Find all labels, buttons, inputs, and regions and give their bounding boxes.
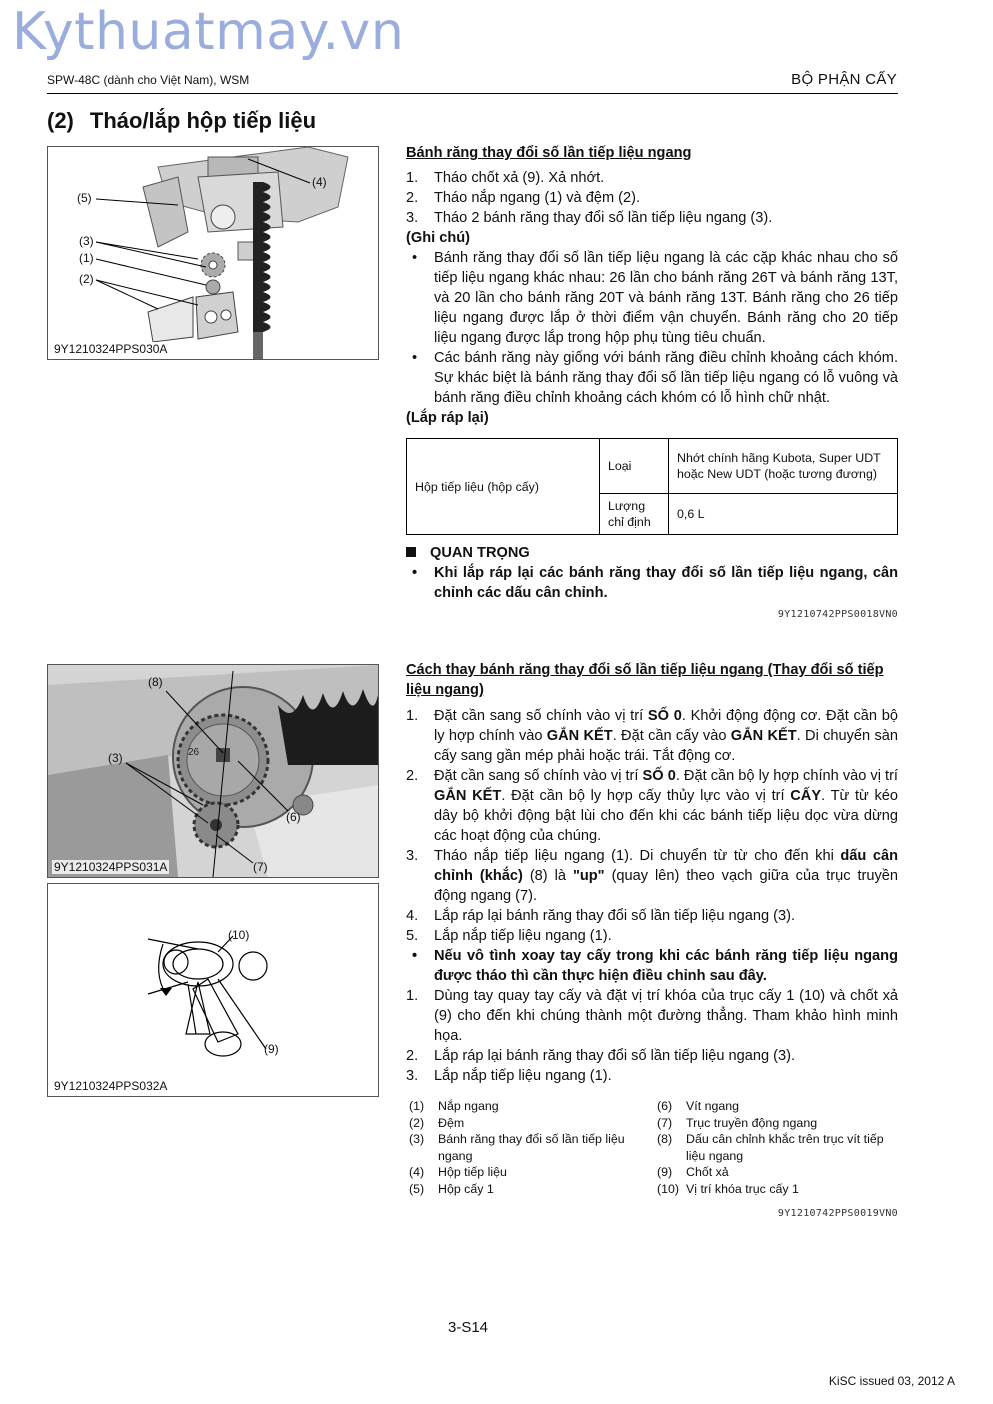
figure-id: 9Y1210324PPS030A bbox=[54, 342, 168, 356]
doc-code: 9Y1210742PPS0018VN0 bbox=[777, 609, 898, 620]
legend-item: (4) Hộp tiếp liệu bbox=[409, 1165, 507, 1180]
list-item: 4. Lắp ráp lại bánh răng thay đổi số lần tiếp liệu ngang (3). bbox=[406, 908, 796, 924]
lock-position-illustration bbox=[48, 884, 378, 1096]
legend-item: (9) Chốt xả bbox=[657, 1165, 729, 1180]
list-item: 1. Tháo chốt xả (9). Xả nhớt. bbox=[406, 170, 605, 186]
list-item: • Các bánh răng này giống với bánh răng điều chỉnh khoảng cách khóm. Sự khác biệt là bánh răng thay đổi số lần tiếp liệu ngang có lỗ vuông và bánh răng điều chỉnh khoảng cách khóm có lỗ hình chữ nhật. bbox=[412, 350, 898, 406]
table-cell: 0,6 L bbox=[669, 494, 898, 535]
list-item: • Khi lắp ráp lại các bánh răng thay đổi số lần tiếp liệu ngang, cân chỉnh các dấu cân chỉnh. bbox=[412, 565, 898, 601]
legend-item: (1) Nắp ngang bbox=[409, 1099, 499, 1113]
parts-legend bbox=[406, 1098, 898, 1198]
callout-1: (1) bbox=[79, 251, 94, 265]
legend-right bbox=[654, 1098, 898, 1198]
legend-item: (8) Dấu cân chỉnh khắc trên trục vít tiếp liệu ngang bbox=[657, 1132, 884, 1163]
warning-list bbox=[406, 946, 898, 986]
section-number: (2) bbox=[47, 108, 74, 133]
section-title bbox=[47, 108, 316, 134]
callout-2: (2) bbox=[79, 272, 94, 286]
header-rule bbox=[47, 93, 898, 94]
table-cell: Hộp tiếp liệu (hộp cấy) bbox=[407, 439, 600, 535]
list-item: 2. Lắp ráp lại bánh răng thay đổi số lần tiếp liệu ngang (3). bbox=[406, 1048, 796, 1064]
list-item: 3. Tháo nắp tiếp liệu ngang (1). Di chuyển từ từ cho đến khi dấu cân chỉnh (khắc) (8) là "up" (quay lên) theo vạch giữa của trục truyền động ngang (7). bbox=[406, 848, 899, 904]
issue-note: KiSC issued 03, 2012 A bbox=[828, 1374, 955, 1388]
legend-item: (2) Đệm bbox=[409, 1115, 465, 1130]
callout-9: (9) bbox=[264, 1042, 279, 1056]
list-item: 2. Đặt cần sang số chính vào vị trí SỐ 0. Đặt cần bộ ly hợp chính vào vị trí GẮN KẾT. Đặt cần bộ ly hợp cấy thủy lực vào vị trí CẤY. Từ từ kéo dây bộ khởi động bật lùi cho đến khi các bánh tiếp liệu dọc vừa dừng các hoạt động của chúng. bbox=[406, 768, 899, 844]
figure-lock-position bbox=[47, 883, 379, 1097]
reassembly-heading: (Lắp ráp lại) bbox=[406, 410, 489, 426]
callout-10: (10) bbox=[228, 928, 250, 942]
legend-left bbox=[406, 1098, 654, 1198]
header-manual-title: SPW-48C (dành cho Việt Nam), WSM bbox=[47, 73, 250, 87]
table-cell: Nhớt chính hãng Kubota, Super UDT hoặc New UDT (hoặc tương đương) bbox=[669, 439, 898, 494]
important-heading: QUAN TRỌNG bbox=[406, 543, 898, 563]
subsection-heading: Bánh răng thay đổi số lần tiếp liệu ngang bbox=[406, 145, 692, 161]
gear-26-mark: 26 bbox=[188, 747, 200, 758]
legend-item: (10) Vị trí khóa trục cấy 1 bbox=[657, 1181, 799, 1196]
figure-id: 9Y1210324PPS031A bbox=[54, 860, 168, 874]
doc-code: 9Y1210742PPS0019VN0 bbox=[777, 1207, 898, 1219]
callout-7: (7) bbox=[253, 860, 268, 874]
callout-3: (3) bbox=[108, 751, 123, 765]
callout-4: (4) bbox=[312, 175, 327, 189]
subsection-heading: Cách thay bánh răng thay đổi số lần tiếp liệu ngang (Thay đổi số tiếp liệu ngang) bbox=[406, 662, 884, 698]
legend-item: (6) Vít ngang bbox=[657, 1099, 740, 1113]
callout-3: (3) bbox=[79, 234, 94, 248]
watermark: Kythuatmay.vn bbox=[12, 2, 405, 62]
callout-5: (5) bbox=[77, 191, 92, 205]
important-list bbox=[406, 563, 898, 603]
feed-case-illustration bbox=[48, 147, 378, 359]
section-title-text: Tháo/lắp hộp tiếp liệu bbox=[89, 108, 317, 133]
square-bullet-icon bbox=[406, 547, 416, 557]
callout-8: (8) bbox=[148, 675, 163, 689]
list-item: 1. Đặt cần sang số chính vào vị trí SỐ 0. Khởi động động cơ. Đặt cần bộ ly hợp chính vào GẮN KẾT. Đặt cần cấy vào GẮN KẾT. Di chuyển sàn cấy sang gần mép phải hoặc trái. Tắt động cơ. bbox=[406, 708, 899, 764]
note-list bbox=[406, 248, 898, 408]
feed-change-section bbox=[406, 660, 898, 1224]
list-item: 5. Lắp nắp tiếp liệu ngang (1). bbox=[406, 928, 612, 944]
change-steps bbox=[406, 706, 898, 946]
callout-6: (6) bbox=[286, 810, 301, 824]
oil-spec-table bbox=[406, 438, 898, 535]
legend-item: (5) Hộp cấy 1 bbox=[409, 1181, 494, 1196]
removal-steps bbox=[406, 168, 898, 228]
legend-item: (7) Trục truyền động ngang bbox=[657, 1115, 818, 1130]
figure-gear-photo bbox=[47, 664, 379, 878]
legend-item: (3) Bánh răng thay đổi số lần tiếp liệu ngang bbox=[409, 1132, 625, 1163]
list-item: 1. Dùng tay quay tay cấy và đặt vị trí khóa của trục cấy 1 (10) và chốt xả (9) cho đến khi chúng thành một đường thẳng. Tham khảo hình minh họa. bbox=[406, 988, 898, 1044]
figure-feed-case-exploded bbox=[47, 146, 379, 360]
list-item: 2. Tháo nắp ngang (1) và đệm (2). bbox=[406, 190, 641, 206]
header-chapter-title: BỘ PHẬN CẤY bbox=[791, 71, 897, 88]
list-item: • Nếu vô tình xoay tay cấy trong khi các bánh răng tiếp liệu ngang được tháo thì cần thực hiện điều chỉnh sau đây. bbox=[412, 948, 898, 984]
figure-id: 9Y1210324PPS032A bbox=[54, 1079, 168, 1093]
note-heading: (Ghi chú) bbox=[406, 230, 471, 246]
list-item: • Bánh răng thay đổi số lần tiếp liệu ngang là các cặp khác nhau cho số tiếp liệu ngang khác nhau: 26 lần cho bánh răng 26T và bánh răng 13T, và 20 lần cho bánh răng 20T và bánh răng 13T. Bánh răng cho 26 tiếp liệu ngang được lắp ở thời điểm vận chuyển. Bánh răng cho 20 tiếp liệu ngang được lắp trong hộp phụ tùng tiêu chuẩn. bbox=[412, 250, 898, 346]
table-cell: Lượng chỉ định bbox=[600, 494, 669, 535]
gear-photo-illustration bbox=[48, 665, 378, 877]
list-item: 3. Tháo 2 bánh răng thay đổi số lần tiếp liệu ngang (3). bbox=[406, 210, 773, 226]
adjust-steps bbox=[406, 986, 898, 1086]
table-cell: Loại bbox=[600, 439, 669, 494]
feed-gear-removal-section bbox=[406, 143, 898, 625]
list-item: 3. Lắp nắp tiếp liệu ngang (1). bbox=[406, 1068, 612, 1084]
page-number: 3-S14 bbox=[448, 1319, 489, 1336]
